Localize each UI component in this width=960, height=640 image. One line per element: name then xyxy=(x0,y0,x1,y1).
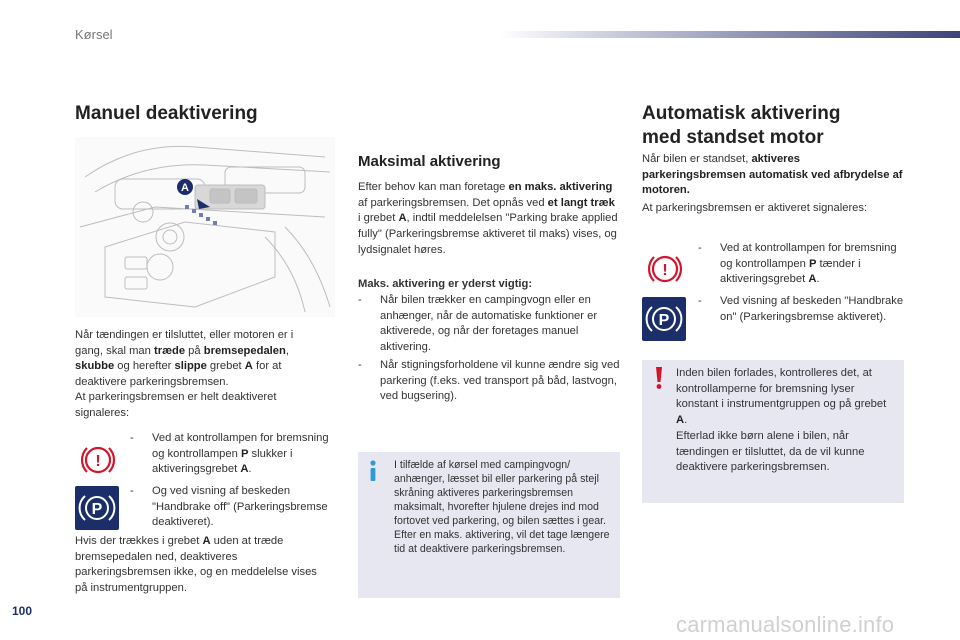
left-para3: Hvis der trækkes i grebet A uden at træde bremsepedalen ned, deaktiveres parkeringsbremsen ikke, og en meddelelse vises på instrumentgruppen. xyxy=(75,535,317,595)
parking-p-icon xyxy=(75,486,119,530)
svg-text:!: ! xyxy=(662,262,668,279)
info-box xyxy=(358,452,620,598)
info-text: I tilfælde af kørsel med campingvogn/ anhænger, læsset bil eller parkering på stejl skråning aktiveres parkeringsbremsen maksimalt, hvorefter hjulene drejes ind mod fortovet ved parkering, og bilen sættes i gear. Efter en maks. aktivering, vil det tage længere tid at deaktivere parkeringsbremsen. xyxy=(394,459,610,555)
label-a: A xyxy=(181,182,189,194)
left-bullet-2: - Og ved visning af beskeden "Handbrake off" (Parkeringsbremse deaktiveret). xyxy=(130,485,328,529)
right-bullet-2: - Ved visning af beskeden "Handbrake on" (Parkeringsbremse aktiveret). xyxy=(698,295,904,323)
right-bullet-1: - Ved at kontrollampen for bremsning og kontrollampen P tænder i aktiveringsgrebet A. xyxy=(698,242,897,286)
manual-deactivation-title: Manuel deaktivering xyxy=(75,103,258,124)
page-number: 100 xyxy=(12,604,33,618)
left-para1: Når tændingen er tilsluttet, eller motoren er i gang, skal man træde på bremsepedalen, skubbe og herefter slippe grebet A for at deaktivere parkeringsbremsen. xyxy=(75,329,294,389)
warning-text: Inden bilen forlades, kontrolleres det, at kontrollamperne for bremsning lyser konstant i instrumentgruppen og på grebet A. Efterlad ikke børn alene i bilen, når tændingen er tilsluttet, da de vil kunne deaktivere parkeringsbremsen. xyxy=(676,367,887,474)
watermark: carmanualsonline.info xyxy=(676,612,895,637)
left-para2: At parkeringsbremsen er helt deaktiveret signaleres: xyxy=(75,391,277,419)
svg-text:P: P xyxy=(91,501,103,518)
max-activation-title: Maksimal aktivering xyxy=(358,153,501,170)
parking-p-icon-right xyxy=(642,297,686,341)
middle-bullet-2: - Når stigningsforholdene vil kunne ændre sig ved parkering (f.eks. ved transport på båd, lastvogn, ved bugsering). xyxy=(358,359,620,403)
svg-text:P: P xyxy=(658,312,670,329)
middle-para1: Efter behov kan man foretage en maks. aktivering af parkeringsbremsen. Det opnås ved et langt træk i grebet A, indtil meddelelsen "Parking brake applied fully" (Parkeringsbremse aktiveret til maks) vises, og lydsignalet høres. xyxy=(358,181,618,256)
right-para2: At parkeringsbremsen er aktiveret signaleres: xyxy=(642,202,868,214)
warning-box xyxy=(642,360,904,503)
left-bullet-1: - Ved at kontrollampen for bremsning og kontrollampen P slukker i aktiveringsgrebet A. xyxy=(130,432,329,476)
brake-warning-icon xyxy=(78,440,118,480)
section-label: Kørsel xyxy=(75,27,113,42)
middle-bullet-1: - Når bilen trækker en campingvogn eller en anhænger, når de automatiske funktioner er aktiverede, og når der foretages manuel aktivering. xyxy=(358,294,598,354)
exclamation-icon xyxy=(652,366,666,390)
auto-activation-title: Automatisk aktivering med standset motor xyxy=(642,103,841,148)
console-drawing xyxy=(75,137,335,317)
middle-warning-title: Maks. aktivering er yderst vigtig: xyxy=(358,278,533,290)
right-para1: Når bilen er standset, aktiveres parkeringsbremsen automatisk ved afbrydelse af motoren. xyxy=(642,153,903,197)
header-bar xyxy=(500,31,960,38)
svg-text:!: ! xyxy=(95,453,101,470)
info-icon xyxy=(366,460,380,482)
parking-brake-illustration xyxy=(75,137,335,317)
brake-warning-icon-right xyxy=(645,249,685,289)
